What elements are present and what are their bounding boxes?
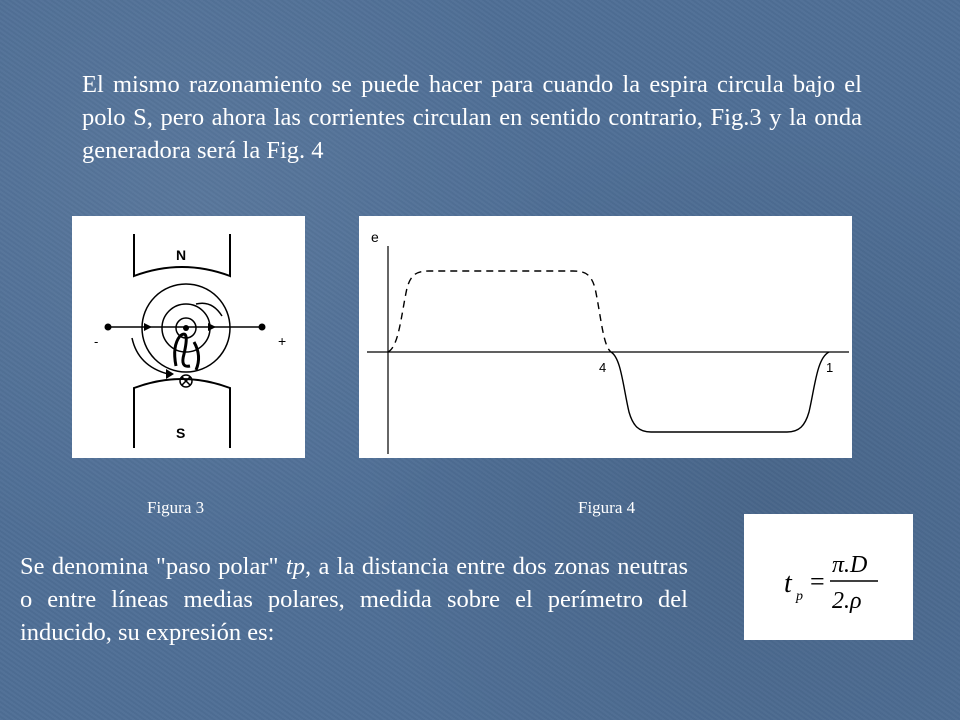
negative-half-wave	[611, 352, 829, 432]
formula-svg	[744, 514, 913, 640]
point-label-1: 1	[826, 360, 834, 375]
axis-label-e: e	[371, 229, 379, 245]
arrow-right-icon	[144, 323, 152, 331]
conductor-dot-icon	[183, 325, 189, 331]
figure-4-waveform	[359, 216, 852, 458]
pole-pitch-formula	[744, 514, 913, 640]
negative-terminal-label: -	[94, 334, 99, 349]
south-pole-label: S	[176, 425, 186, 441]
left-terminal-icon	[105, 324, 112, 331]
positive-half-wave	[388, 271, 611, 352]
rotation-arc	[196, 303, 222, 316]
arrow-right-icon	[208, 323, 216, 331]
loop-coil-shape	[194, 342, 199, 370]
formula-equals: =	[810, 567, 825, 596]
pole-pitch-text-end: a la distancia entre dos zonas neutras o entre líneas medias polares, medida sobre el perímetro del inducido, su expresión es:	[20, 553, 688, 646]
intro-paragraph: El mismo razonamiento se puede hacer para cuando la espira circula bajo el polo S, pero ahora las corrientes circulan en sentido contrario, Fig.3 y la onda generadora será la Fig. 4	[82, 71, 862, 164]
north-pole-label: N	[176, 247, 187, 263]
figure-3-caption: Figura 3	[147, 498, 205, 517]
point-label-4: 4	[599, 360, 607, 375]
formula-lhs-subscript: p	[796, 589, 803, 604]
pole-pitch-text-start: Se denomina "paso polar"	[20, 553, 286, 580]
waveform-svg	[359, 216, 852, 458]
formula-numerator: π.D	[832, 552, 868, 578]
formula-denominator: 2.ρ	[832, 588, 862, 614]
generator-loop-svg	[72, 216, 305, 458]
positive-terminal-label: +	[278, 333, 287, 349]
figure-3-diagram	[72, 216, 305, 458]
figure-4-caption: Figura 4	[578, 498, 636, 517]
formula-lhs: t	[784, 568, 792, 599]
pole-pitch-term: tp,	[285, 553, 312, 580]
pole-pitch-paragraph	[20, 550, 688, 649]
right-terminal-icon	[259, 324, 266, 331]
rotation-arc	[132, 338, 168, 374]
